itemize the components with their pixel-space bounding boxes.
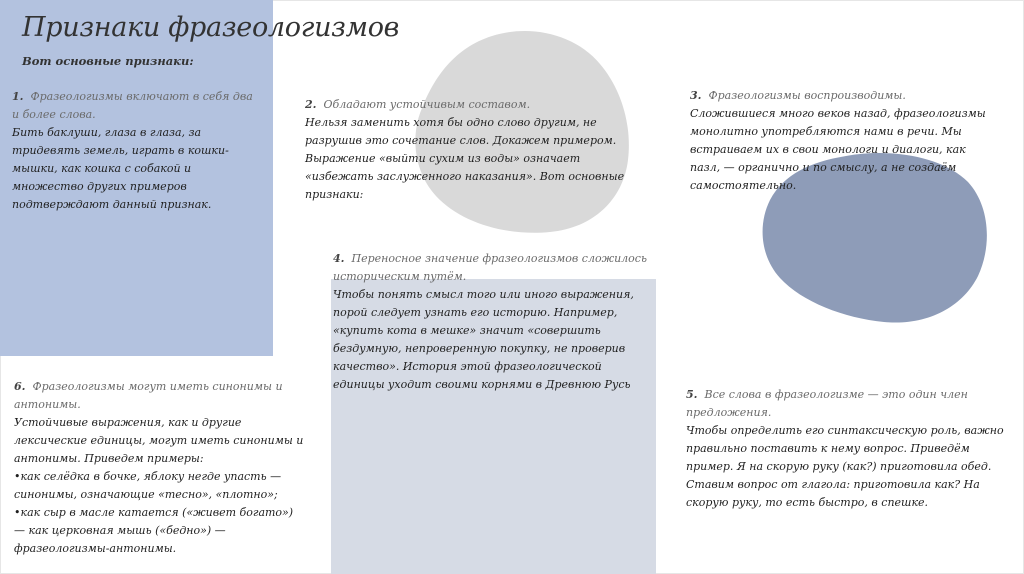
item-4-number: 4. (333, 252, 345, 265)
item-2-text: Нельзя заменить хотя бы одно слово другим, не разрушив это сочетание слов. Докажем примером. Выражение «выйти сухим из воды» означает «избежать заслуженного наказания». Вот основные признаки: (305, 116, 625, 201)
item-6-number: 6. (14, 380, 26, 393)
item-1-text: Бить баклуши, глаза в глаза, за тридевять земель, играть в кошки-мышки, как кошка с собакой и множество других примеров подтверждают данный признак. (12, 126, 229, 211)
item-1-number: 1. (12, 90, 24, 103)
item-2-heading: Обладают устойчивым составом. (323, 98, 531, 111)
item-6-bullet-2-text: как сыр в масле катается («живет богато») — как церковная мышь («бедно») — фразеологизмы-антонимы. (14, 506, 294, 555)
item-5-heading: Все слова в фразеологизме — это один член предложения. (686, 388, 968, 419)
item-6-text: Устойчивые выражения, как и другие лексические единицы, могут иметь синонимы и антонимы. Приведем примеры: (14, 416, 304, 465)
item-1 (12, 88, 260, 214)
item-3-heading: Фразеологизмы воспроизводимы. (708, 89, 906, 102)
item-6-heading: Фразеологизмы могут иметь синонимы и антонимы. (14, 380, 283, 411)
item-1-heading: Фразеологизмы включают в себя два и более слова. (12, 90, 253, 121)
item-4-heading: Переносное значение фразеологизмов сложилось историческим путём. (333, 252, 647, 283)
item-4 (333, 250, 651, 394)
item-2-number: 2. (305, 98, 317, 111)
item-2 (305, 96, 650, 204)
item-4-text: Чтобы понять смысл того или иного выражения, порой следует узнать его историю. Например, «купить кота в мешке» значит «совершить бездумную, непроверенную покупку, не проверив качество». История этой фразеологической единицы уходит своими корнями в Древнюю Русь (333, 288, 634, 391)
item-3 (690, 87, 992, 195)
item-6-bullet-1-text: как селёдка в бочке, яблоку негде упасть — синонимы, означающие «тесно», «плотно»; (14, 470, 282, 501)
item-3-number: 3. (690, 89, 702, 102)
item-3-text: Сложившиеся много веков назад, фразеологизмы монолитно употребляются нами в речи. Мы встраиваем их в свои монологи и диалоги, как пазл, — органично и по смыслу, а не создаём самостоятельно. (690, 107, 986, 192)
item-6-bullet-1: •как селёдка в бочке, яблоку негде упасть — синонимы, означающие «тесно», «плотно»; (14, 470, 282, 501)
page-title: Признаки фразеологизмов (22, 12, 400, 43)
item-5-number: 5. (686, 388, 698, 401)
item-5 (686, 386, 1012, 512)
page-subtitle: Вот основные признаки: (22, 54, 194, 68)
item-5-text: Чтобы определить его синтаксическую роль, важно правильно поставить к нему вопрос. Приведём пример. Я на скорую руку (как?) приготовила обед. Ставим вопрос от глагола: приготовила как? На скорую руку, то есть быстро, в спешке. (686, 424, 1004, 509)
item-6 (14, 378, 304, 558)
item-6-bullet-2: •как сыр в масле катается («живет богато») — как церковная мышь («бедно») — фразеологизмы-антонимы. (14, 506, 294, 555)
